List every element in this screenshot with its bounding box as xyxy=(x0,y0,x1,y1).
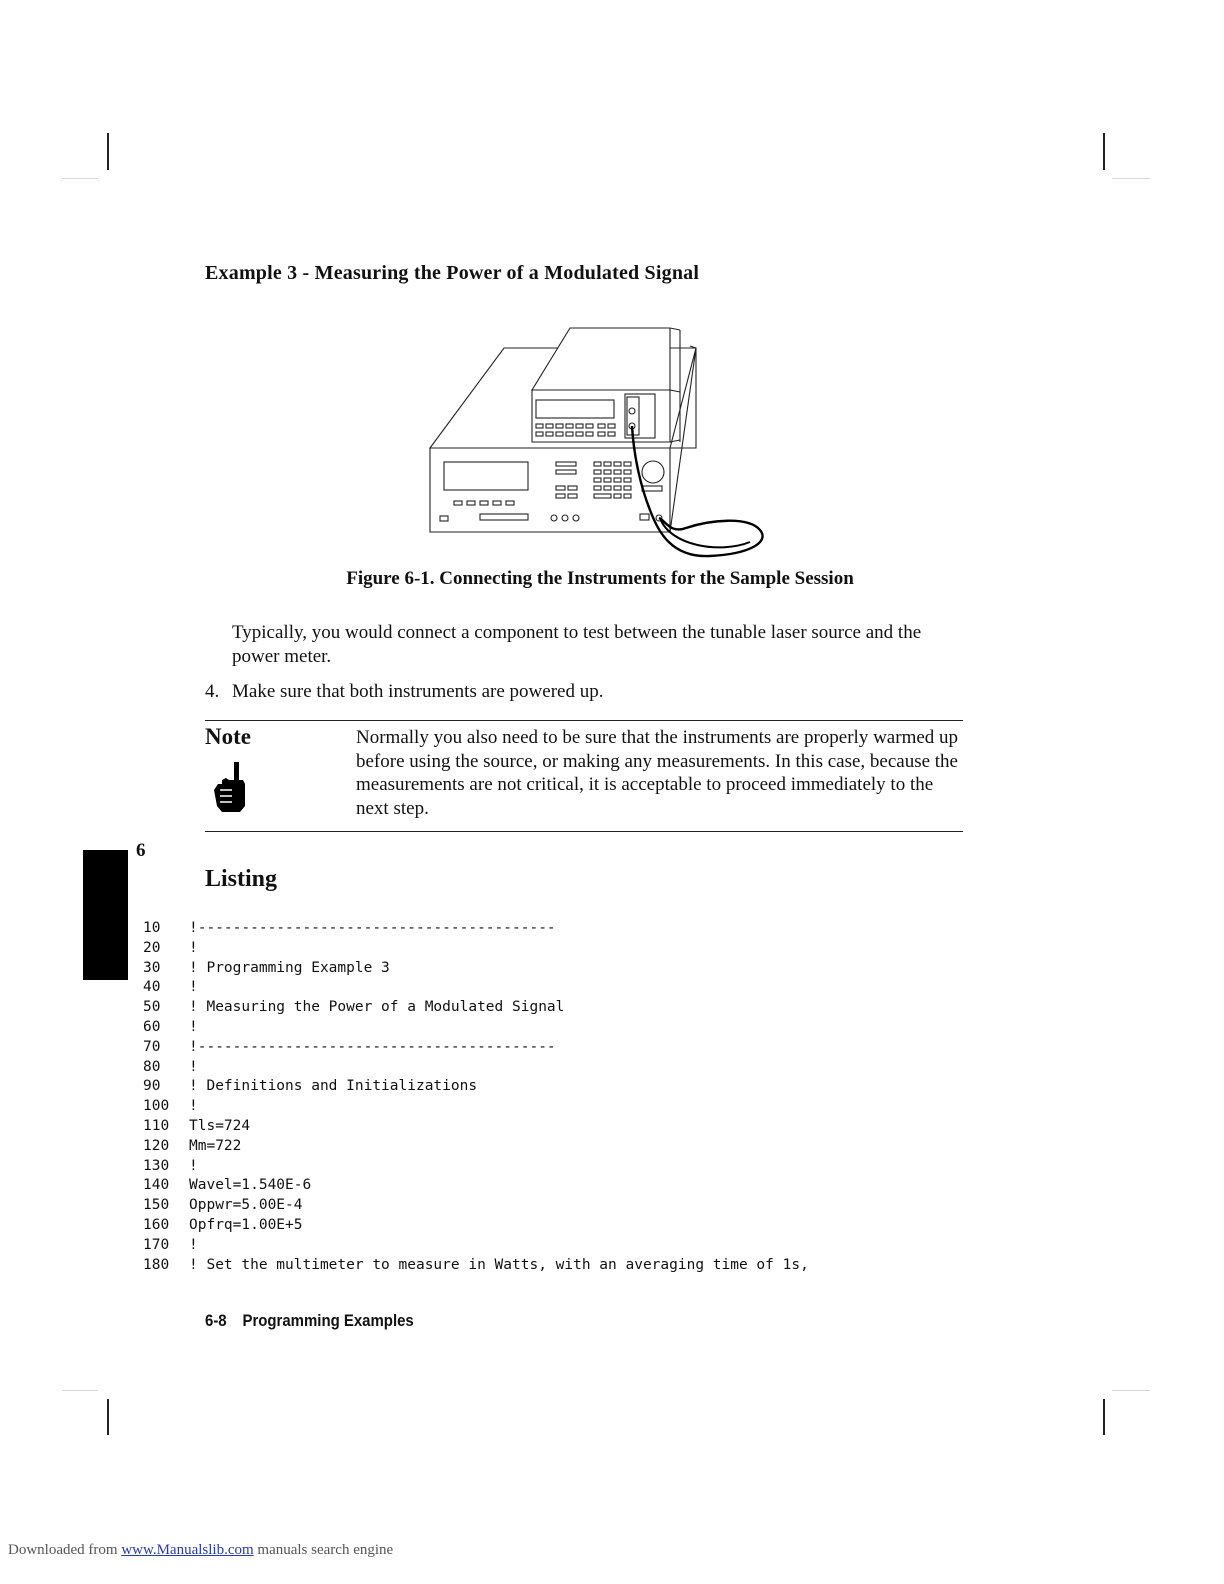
instrument-connection-illustration xyxy=(420,320,780,565)
code-line: 60 ! xyxy=(143,1018,198,1035)
code-line: 80 ! xyxy=(143,1058,198,1075)
crop-guide xyxy=(1112,1390,1150,1391)
code-line: 150 Oppwr=5.00E-4 xyxy=(143,1197,303,1214)
code-line: 10 !----------------------------------------- xyxy=(143,920,556,936)
footer-section: Programming Examples xyxy=(242,1311,414,1330)
code-line: 130 ! xyxy=(143,1157,198,1174)
code-line: 30 ! Programming Example 3 xyxy=(143,959,390,976)
code-line: 50 ! Measuring the Power of a Modulated Signal xyxy=(143,999,565,1016)
chapter-thumb-tab xyxy=(83,850,128,980)
code-line: 90 ! Definitions and Initializations xyxy=(143,1078,478,1095)
crop-guide xyxy=(62,1390,98,1391)
page-footer xyxy=(205,1311,414,1331)
step-item xyxy=(205,680,603,704)
note-label: Note xyxy=(205,724,251,749)
note-top-rule xyxy=(205,720,963,721)
download-suffix: manuals search engine xyxy=(257,1542,394,1558)
code-line: 180 ! Set the multimeter to measure in Watts, with an averaging time of 1s, xyxy=(143,1256,809,1273)
body-paragraph: Typically, you would connect a component to test between the tunable laser source and the power meter. xyxy=(232,622,922,667)
code-line: 120 Mm=722 xyxy=(143,1137,242,1154)
note-bottom-rule xyxy=(205,831,963,832)
chapter-number: 6 xyxy=(136,840,146,861)
step-text: Make sure that both instruments are powered up. xyxy=(232,681,604,702)
code-line: 70 !----------------------------------------- xyxy=(143,1038,556,1055)
crop-mark xyxy=(107,1399,109,1435)
download-banner xyxy=(8,1542,393,1559)
code-line: 170 ! xyxy=(143,1236,198,1253)
code-line: 160 Opfrq=1.00E+5 xyxy=(143,1216,303,1233)
download-prefix: Downloaded from xyxy=(8,1542,118,1558)
page-number: 6-8 xyxy=(205,1311,227,1330)
code-listing xyxy=(143,919,809,1275)
code-line: 40 ! xyxy=(143,979,198,996)
code-line: 140 Wavel=1.540E-6 xyxy=(143,1177,312,1194)
crop-guide xyxy=(62,178,98,179)
note-text: Normally you also need to be sure that the instruments are properly warmed up before using the source, or making any measurements. In this case, because the measurements are not critical, it is acceptable to proceed immediately to the next step. xyxy=(356,727,959,819)
step-number: 4. xyxy=(205,681,220,702)
listing-title: Listing xyxy=(205,866,278,892)
manualslib-link[interactable]: www.Manualslib.com xyxy=(121,1542,254,1558)
code-line: 110 Tls=724 xyxy=(143,1117,251,1134)
code-line: 20 ! xyxy=(143,939,198,956)
crop-guide xyxy=(1112,178,1150,179)
crop-mark xyxy=(1103,1399,1105,1435)
crop-mark xyxy=(107,133,109,170)
figure-caption: Figure 6-1. Connecting the Instruments for the Sample Session xyxy=(346,568,854,589)
crop-mark xyxy=(1103,133,1105,170)
section-heading: Example 3 - Measuring the Power of a Modulated Signal xyxy=(205,262,700,284)
code-line: 100 ! xyxy=(143,1098,198,1115)
pointing-hand-icon xyxy=(212,760,248,814)
